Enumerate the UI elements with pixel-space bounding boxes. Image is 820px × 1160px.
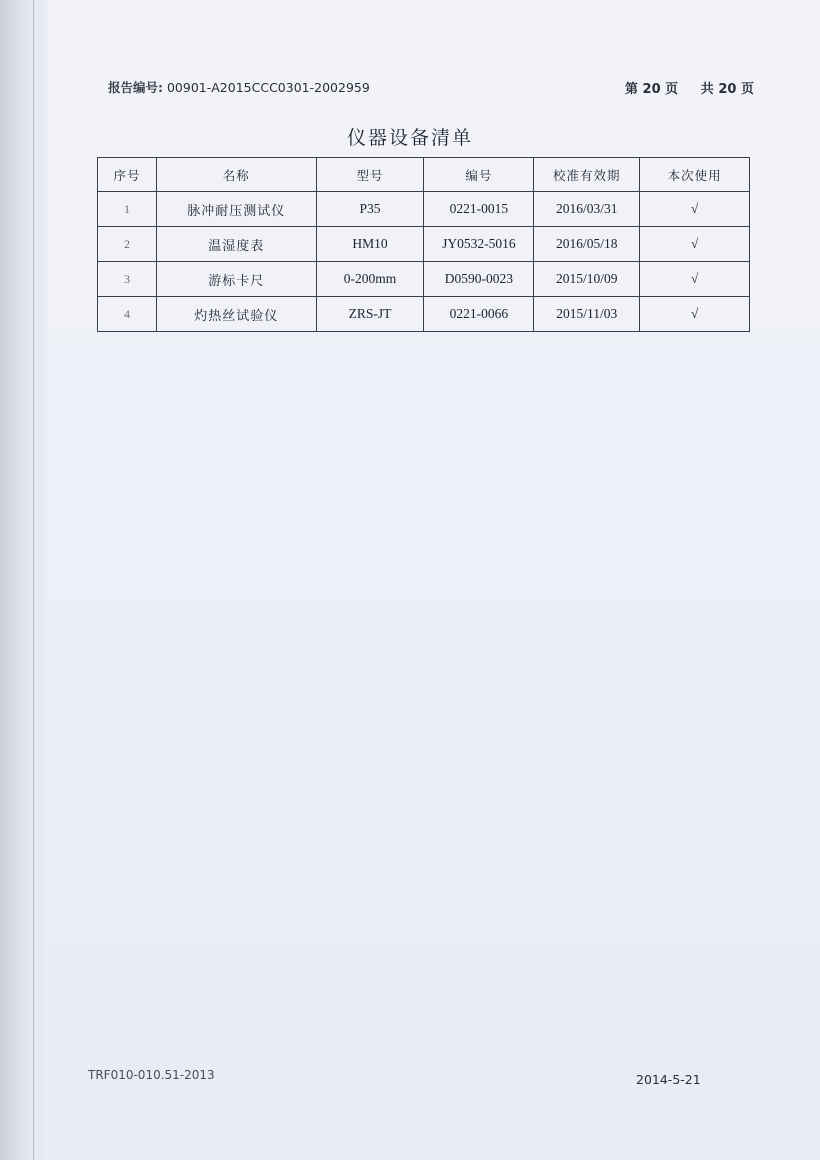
header-used: 本次使用 xyxy=(640,158,750,192)
table-row xyxy=(98,297,750,332)
page-number xyxy=(625,78,754,97)
cell-model: HM10 xyxy=(316,227,424,262)
cell-used: √ xyxy=(640,192,750,227)
cell-serial: JY0532-5016 xyxy=(424,227,534,262)
binding-edge xyxy=(0,0,48,1160)
cell-serial: D0590-0023 xyxy=(424,262,534,297)
cell-model: P35 xyxy=(316,192,424,227)
report-number xyxy=(108,78,370,96)
table-row xyxy=(98,262,750,297)
header-calibration: 校准有效期 xyxy=(534,158,640,192)
header-serial: 编号 xyxy=(424,158,534,192)
cell-name: 灼热丝试验仪 xyxy=(156,297,316,332)
cell-name: 游标卡尺 xyxy=(156,262,316,297)
cell-model: ZRS-JT xyxy=(316,297,424,332)
faded-remark-line xyxy=(0,360,820,375)
report-number-value: 00901-A2015CCC0301-2002959 xyxy=(166,80,370,95)
cell-calibration: 2016/03/31 xyxy=(534,192,640,227)
page-current: 第 20 页 xyxy=(625,82,679,97)
issue-date: 2014-5-21 xyxy=(636,1072,701,1087)
cell-calibration: 2015/11/03 xyxy=(534,297,640,332)
cell-used: √ xyxy=(640,227,750,262)
table-row xyxy=(98,227,750,262)
cell-index: 4 xyxy=(98,297,157,332)
cell-serial: 0221-0066 xyxy=(424,297,534,332)
cell-name: 脉冲耐压测试仪 xyxy=(156,192,316,227)
cell-index: 1 xyxy=(98,192,157,227)
cell-index: 3 xyxy=(98,262,157,297)
cell-used: √ xyxy=(640,297,750,332)
cell-calibration: 2016/05/18 xyxy=(534,227,640,262)
form-number: TRF010-010.51-2013 xyxy=(88,1068,215,1082)
header-index: 序号 xyxy=(98,158,157,192)
header-name: 名称 xyxy=(156,158,316,192)
cell-index: 2 xyxy=(98,227,157,262)
cell-name: 温湿度表 xyxy=(156,227,316,262)
table-row xyxy=(98,192,750,227)
cell-calibration: 2015/10/09 xyxy=(534,262,640,297)
report-number-label: 报告编号: xyxy=(108,80,163,95)
cell-serial: 0221-0015 xyxy=(424,192,534,227)
cell-model: 0-200mm xyxy=(316,262,424,297)
cell-used: √ xyxy=(640,262,750,297)
header-model: 型号 xyxy=(316,158,424,192)
equipment-table xyxy=(97,157,750,332)
binding-line xyxy=(33,0,34,1160)
document-title: 仪器设备清单 xyxy=(346,127,473,149)
page-total: 共 20 页 xyxy=(700,82,754,97)
table-header-row xyxy=(98,158,750,192)
